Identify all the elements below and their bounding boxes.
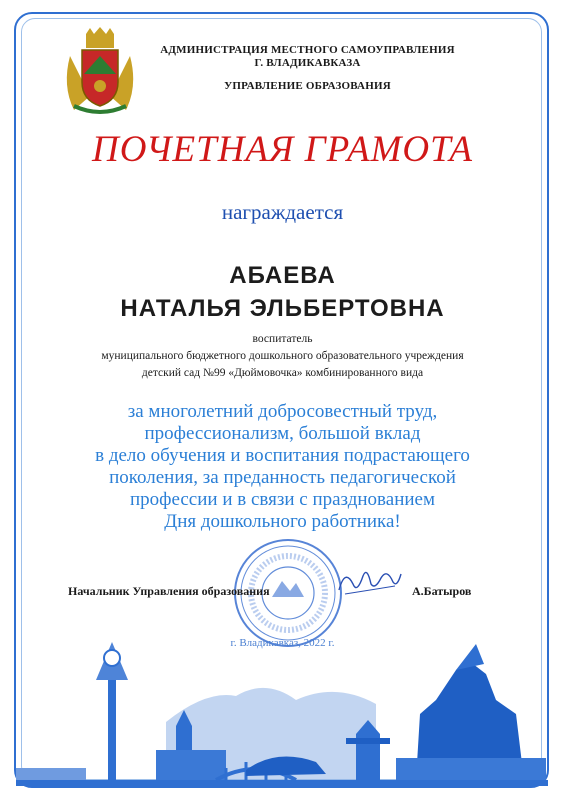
organization-line-2: детский сад №99 «Дюймовочка» комбинированного вида <box>141 367 424 379</box>
place-and-date: г. Владикавказ, 2022 г. <box>230 637 335 649</box>
reason-line-2: профессионализм, большой вклад <box>144 423 421 444</box>
recipient-given-name: НАТАЛЬЯ ЭЛЬБЕРТОВНА <box>120 295 445 322</box>
certificate-title: ПОЧЕТНАЯ ГРАМОТА <box>92 129 473 170</box>
reason-line-6: Дня дошкольного работника! <box>164 511 401 532</box>
header-line-2: Г. ВЛАДИКАВКАЗА <box>254 57 361 69</box>
signatory-name: А.Батыров <box>412 584 472 598</box>
reason-line-3: в дело обучения и воспитания подрастающего <box>95 445 470 466</box>
reason-line-4: поколения, за преданность педагогической <box>109 467 456 488</box>
recipient-surname: АБАЕВА <box>229 262 336 289</box>
reason-line-1: за многолетний добросовестный труд, <box>127 401 438 422</box>
organization-line-1: муниципального бюджетного дошкольного образовательного учреждения <box>101 350 464 362</box>
reason-line-5: профессии и в связи с празднованием <box>129 489 436 510</box>
awarded-label: награждается <box>221 200 344 224</box>
coat-of-arms-icon <box>60 26 140 118</box>
header-line-3: УПРАВЛЕНИЕ ОБРАЗОВАНИЯ <box>224 80 391 92</box>
header-line-1: АДМИНИСТРАЦИЯ МЕСТНОГО САМОУПРАВЛЕНИЯ <box>160 44 455 56</box>
recipient-position: воспитатель <box>252 333 313 345</box>
signatory-title: Начальник Управления образования <box>68 584 270 598</box>
handwritten-signature <box>335 560 405 600</box>
city-skyline-illustration <box>16 630 548 786</box>
